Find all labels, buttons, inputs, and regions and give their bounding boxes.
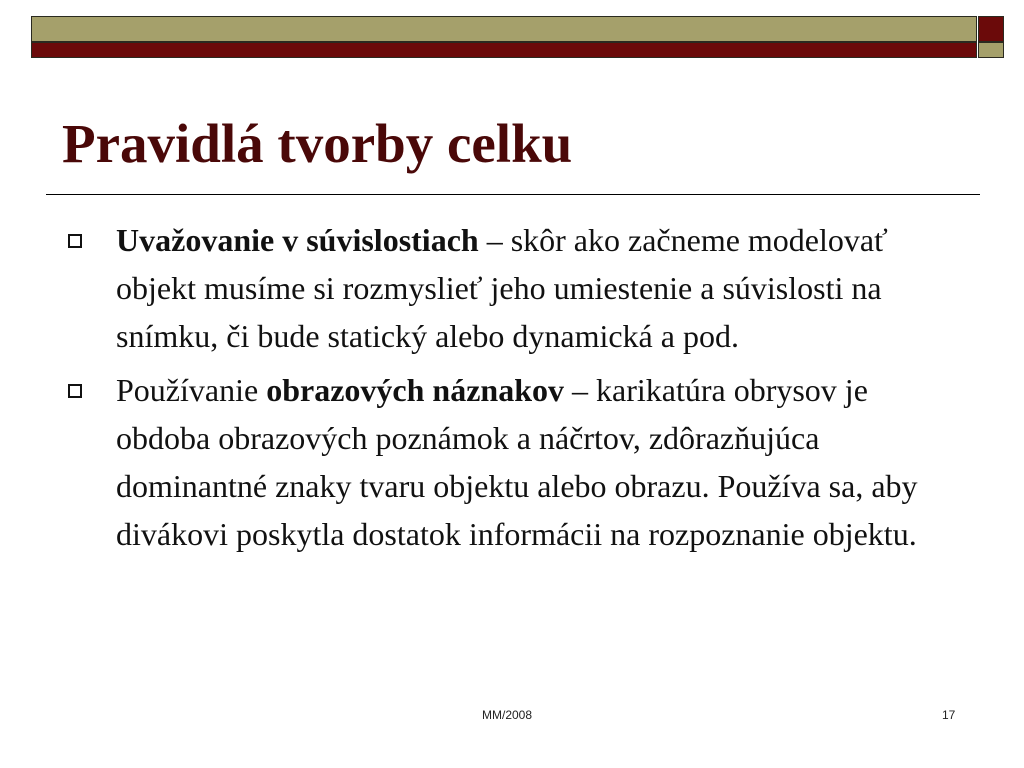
bullet-list xyxy=(62,216,962,558)
header-band xyxy=(31,16,977,58)
bullet-item xyxy=(62,216,962,360)
bullet-item xyxy=(62,366,962,558)
corner-olive-square xyxy=(978,42,1004,58)
bullet-text xyxy=(116,366,956,558)
footer-text: MM/2008 xyxy=(482,708,533,722)
bullet-body: – karikatúra obrysov je obdoba obrazových poznámok a náčrtov, zdôrazňujúca dominantné znaky tvaru objektu alebo obrazu. Používa sa, aby divákovi poskytla dostatok informácii na rozpoznanie objektu. xyxy=(116,372,918,552)
hollow-square-bullet-icon xyxy=(68,384,82,398)
page-number: 17 xyxy=(942,708,956,722)
bullet-body: – skôr ako začneme modelovať objekt musíme si rozmyslieť jeho umiestenie a súvislosti na snímku, či bude statický alebo dynamická a pod. xyxy=(116,222,888,354)
olive-band xyxy=(31,16,977,42)
bullet-prefix: Používanie xyxy=(116,372,267,408)
bullet-bold-term: Uvažovanie v súvislostiach xyxy=(116,222,479,258)
title-divider xyxy=(46,194,980,195)
hollow-square-bullet-icon xyxy=(68,234,82,248)
bullet-bold-term: obrazových náznakov xyxy=(266,372,564,408)
slide-title: Pravidlá tvorby celku xyxy=(62,113,573,174)
maroon-band xyxy=(31,42,977,58)
corner-maroon-square xyxy=(978,16,1004,42)
bullet-text xyxy=(116,216,956,360)
